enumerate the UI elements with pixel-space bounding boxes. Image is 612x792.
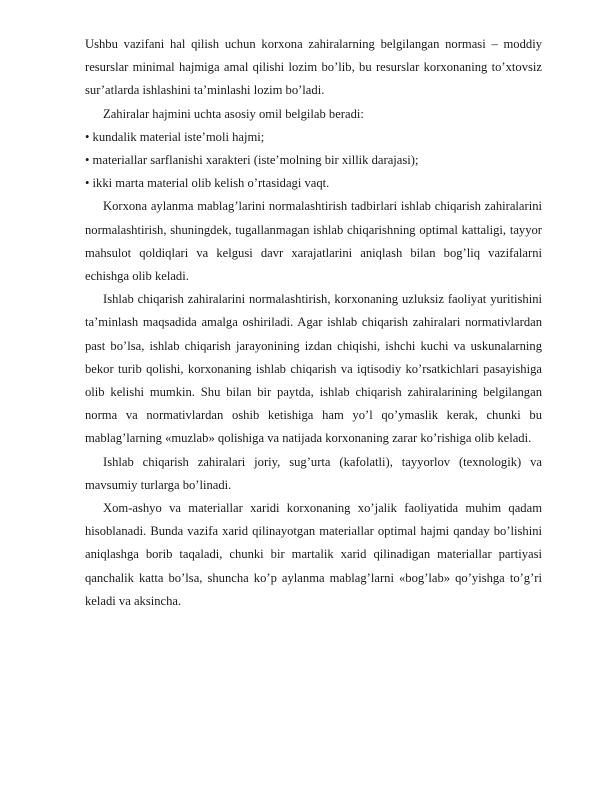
document-page xyxy=(85,33,542,613)
paragraph-normalization: Ishlab chiqarish zahiralarini normalashtirish, korxonaning uzluksiz faoliyat yuritishini ta’minlash maqsadida amalga oshiriladi. Agar ishlab chiqarish zahiralari normativlardan past bo’lsa, ishlab chiqarish jarayonining izdan chiqishi, ishchi kuchi va uskunalarning bekor turib qolishi, korxonaning ishlab chiqarish va iqtisodiy ko’rsatkichlari pasayishiga olib kelishi mumkin. Shu bilan bir paytda, ishlab chiqarish zahiralarining belgilangan norma va normativlardan oshib ketishiga ham yo’l qo’ymaslik kerak, chunki bu mablag’larning «muzlab» qolishiga va natijada korxonaning zarar ko’rishiga olib keladi. xyxy=(85,292,542,446)
paragraph-procurement: Xom-ashyo va materiallar xaridi korxonaning xo’jalik faoliyatida muhim qadam hisoblanadi. Bunda vazifa xarid qilinayotgan materiallar optimal hajmi qanday bo’lishini aniqlashga borib taqaladi, chunki bir martalik xarid qilinadigan materiallar partiyasi qanchalik katta bo’lsa, shuncha ko’p aylanma mablag’larni «bog’lab» qo’yishga to’g’ri keladi va aksincha. xyxy=(85,501,542,608)
paragraph-factors-lead: Zahiralar hajmini uchta asosiy omil belgilab beradi: xyxy=(103,106,364,121)
paragraph-reserve-types: Ishlab chiqarish zahiralari joriy, sug’urta (kafolatli), tayyorlov (texnologik) va mavsumiy turlarga bo’linadi. xyxy=(85,454,542,492)
bullet-item-consumption-character: • materiallar sarflanishi xarakteri (iste’molning bir xillik darajasi); xyxy=(85,153,419,168)
paragraph-intro: Ushbu vazifani hal qilish uchun korxona zahiralarning belgilangan normasi – moddiy resurslar minimal hajmiga amal qilishi lozim bo’lib, bu resurslar korxonaning to’xtovsiz sur’atlarda ishlashini ta’minlashi lozim bo’ladi. xyxy=(85,37,542,98)
bullet-item-daily-consumption: • kundalik material iste’moli hajmi; xyxy=(85,129,265,144)
paragraph-working-capital: Korxona aylanma mablag’larini normalashtirish tadbirlari ishlab chiqarish zahiralarini normalashtirish, shuningdek, tugallanmagan ishlab chiqarishning optimal kattaligi, tayyor mahsulot qoldiqlari va kelgusi davr xarajatlarini aniqlash bilan bog’liq vazifalarni echishga olib keladi. xyxy=(85,199,542,284)
bullet-item-delivery-interval: • ikki marta material olib kelish o’rtasidagi vaqt. xyxy=(85,176,330,191)
